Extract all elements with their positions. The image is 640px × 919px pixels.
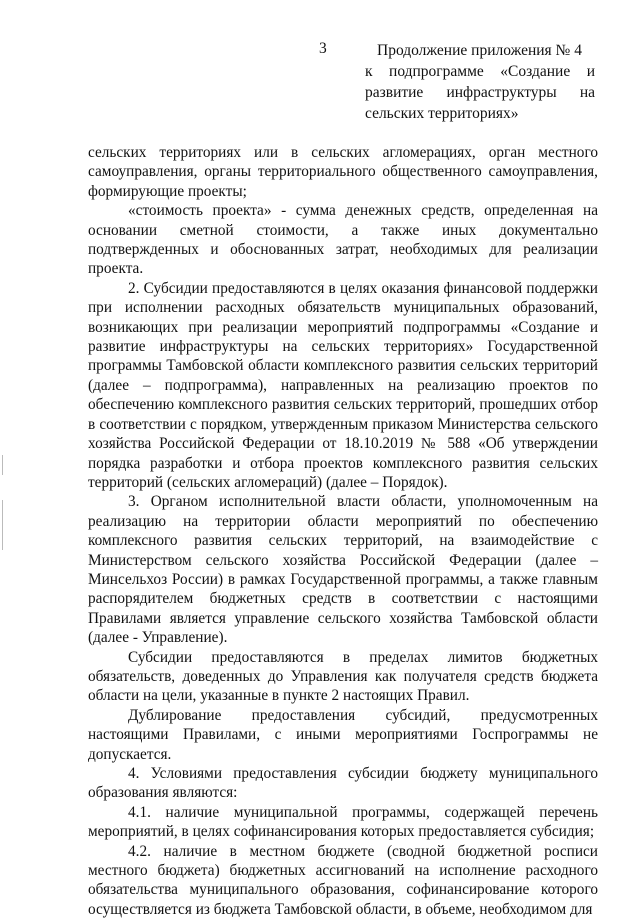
header-line: развитие инфраструктуры на (365, 84, 595, 101)
header-line: Продолжение приложения № 4 (377, 42, 582, 59)
paragraph: сельских территориях или в сельских агломерациях, орган местного самоуправления, органы территориального общественного самоуправления, формирующие проекты; (88, 144, 598, 200)
paragraph: 2. Субсидии предоставляются в целях оказания финансовой поддержки при исполнении расходных обязательств муниципальных образований, возникающих при реализации мероприятий подпрограммы «Создание и развитие инфраструктуры на сельских территориях» Государственной программы Тамбовской области комплексного развития сельских территорий (далее – подпрограмма), направленных на реализацию проектов по обеспечению комплексного развития сельских территорий, прошедших отбор в соответствии с порядком, утвержденным приказом Министерства сельского хозяйства Российской Федерации от 18.10.2019 № 588 «Об утверждении порядка разработки и отбора проектов комплексного развития сельских территорий (сельских агломераций) (далее – Порядок). (88, 279, 598, 491)
appendix-header (365, 40, 595, 124)
paragraph: 4. Условиями предоставления субсидии бюджету муниципального образования являются: (88, 765, 598, 802)
paragraph: 4.1. наличие муниципальной программы, содержащей перечень мероприятий, в целях софинансирования которых предоставляется субсидия; (88, 803, 598, 841)
header-line: сельских территориях» (365, 105, 519, 122)
document-body (88, 143, 598, 919)
paragraph: 3. Органом исполнительной власти области, уполномоченным на реализацию на территории области мероприятий по обеспечению комплексного развития сельских территорий, на взаимодействие с Министерством сельского хозяйства Российской Федерации (далее – Минсельхоз России) в рамках Государственной программы, а также главным распорядителем бюджетных средств в соответствии с настоящими Правилами является управление сельского хозяйства Тамбовской области (далее - Управление). (88, 493, 598, 647)
paragraph: Дублирование предоставления субсидий, предусмотренных настоящими Правилами, с иными мероприятиями Госпрограммы не допускается. (88, 706, 598, 763)
scan-artifact (2, 455, 3, 475)
paragraph: «стоимость проекта» - сумма денежных средств, определенная на основании сметной стоимости, а также иных документально подтвержденных и обоснованных затрат, необходимых для реализации проекта. (88, 202, 598, 278)
paragraph: Субсидии предоставляются в пределах лимитов бюджетных обязательств, доведенных до Управления как получателя средств бюджета области на цели, указанные в пункте 2 настоящих Правил. (88, 648, 598, 705)
page-number: 3 (319, 40, 327, 57)
header-line: к подпрограмме «Создание и (365, 63, 595, 80)
paragraph: 4.2. наличие в местном бюджете (сводной бюджетной росписи местного бюджета) бюджетных ассигнований на исполнение расходного обязательства муниципального образования, софинансирование которого осуществляется из бюджета Тамбовской области, в объеме, необходимом для (88, 842, 598, 918)
scan-artifact (2, 500, 3, 550)
